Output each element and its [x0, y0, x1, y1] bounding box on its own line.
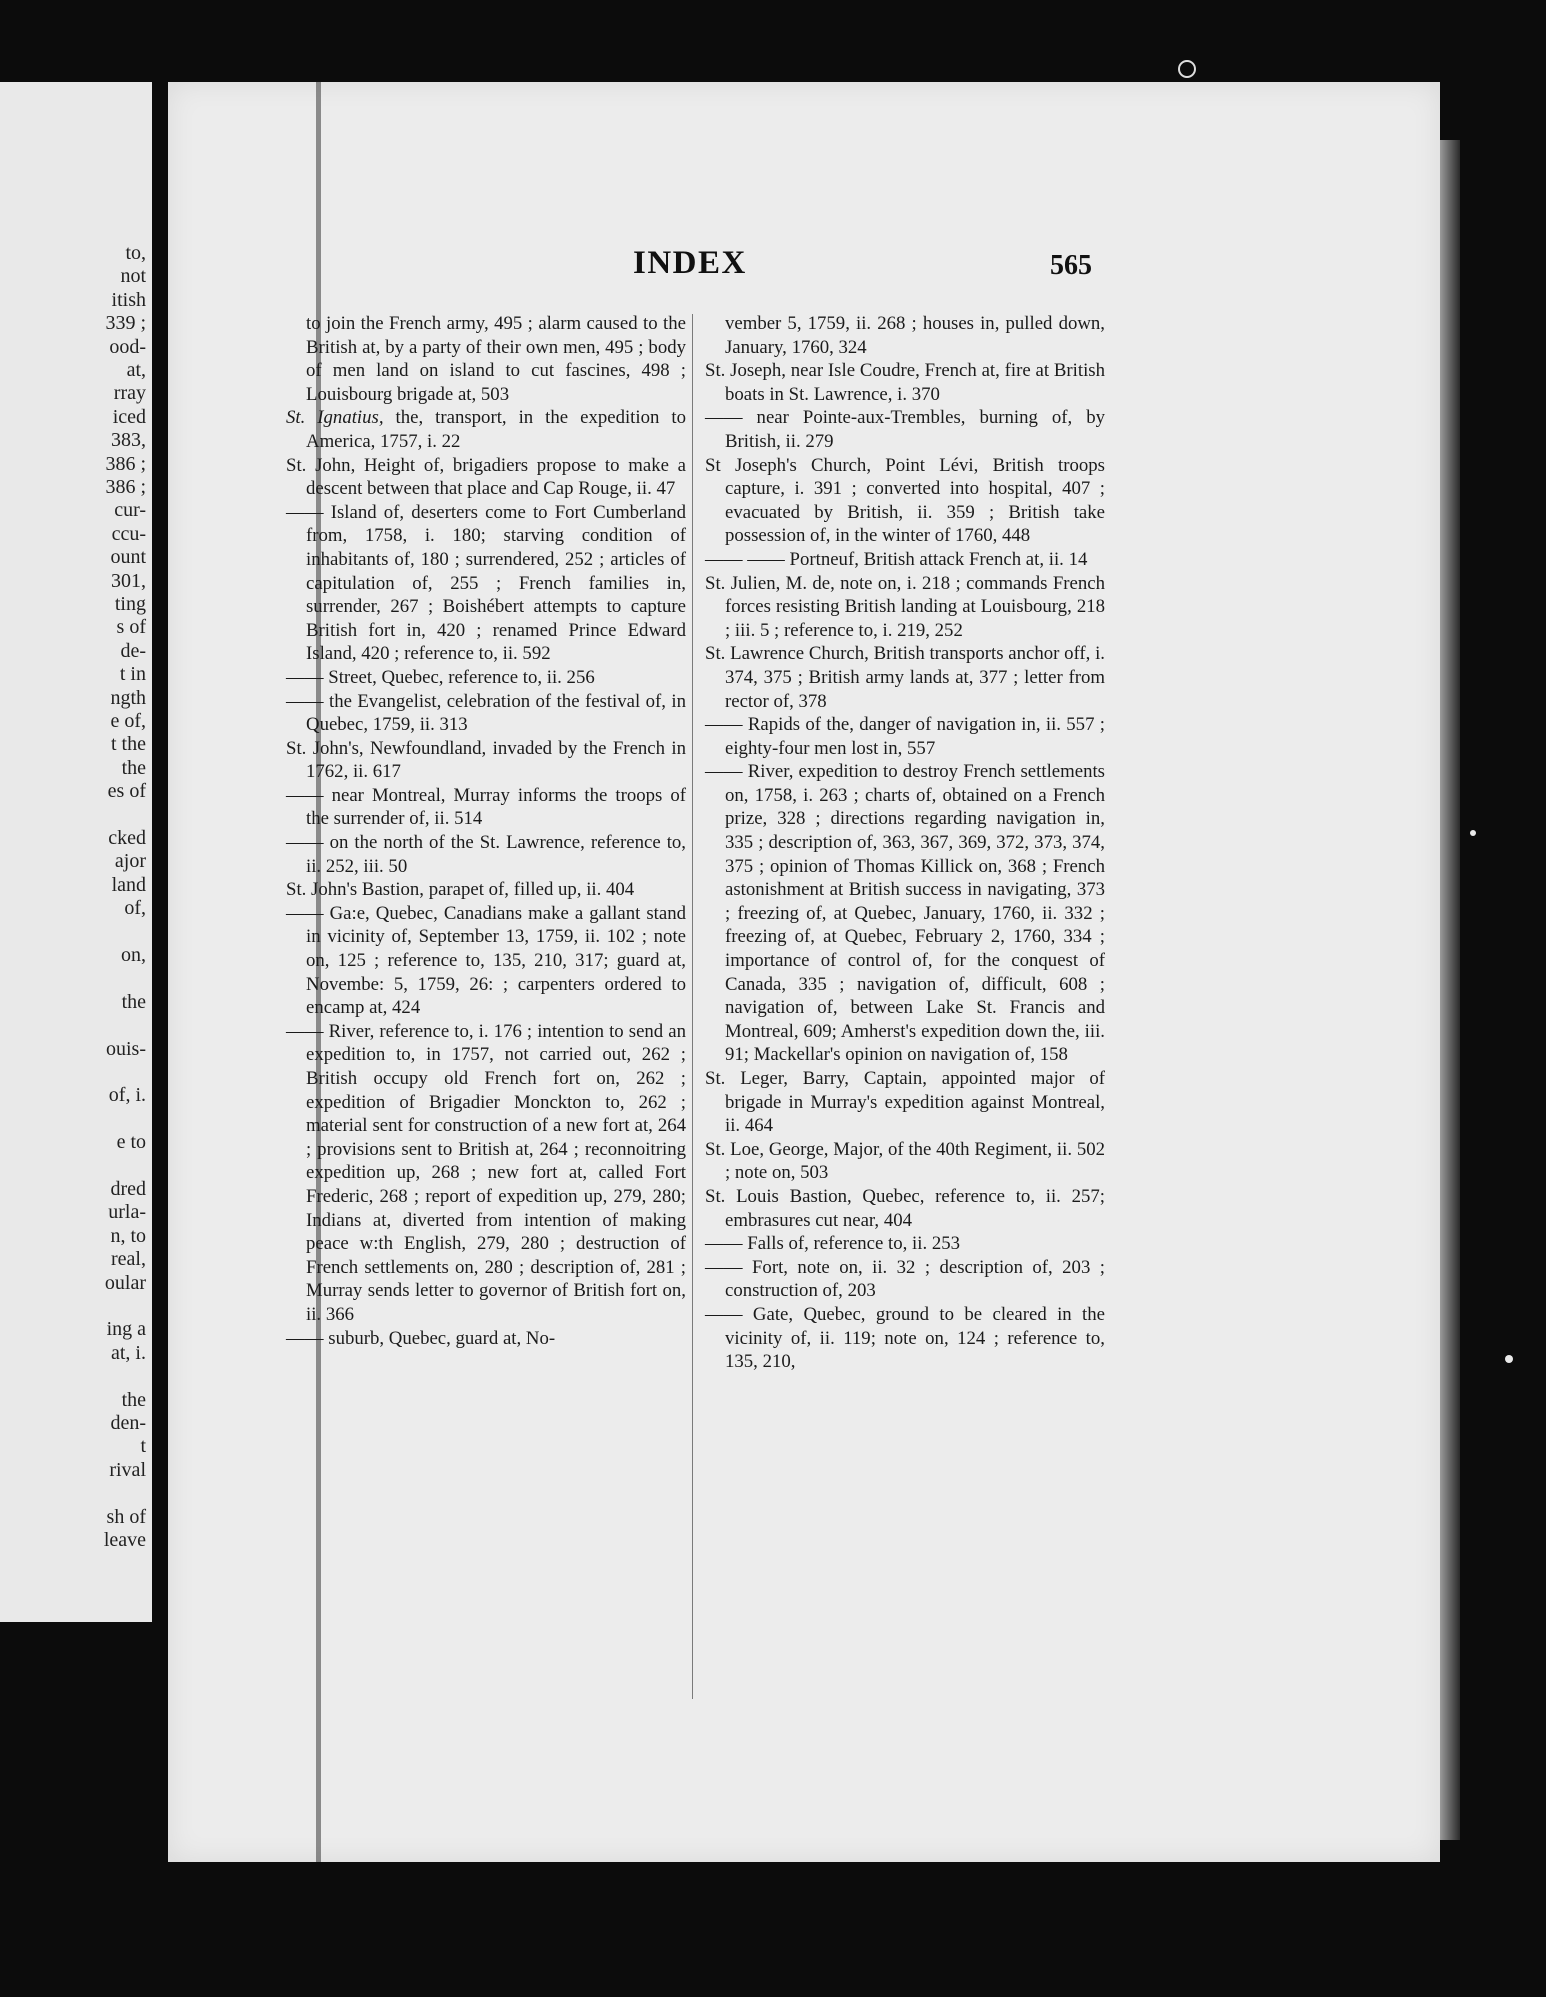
index-subentry [705, 1256, 1105, 1303]
entry-text: St. Leger, Barry, Captain, appointed major of brigade in Murray's expedition against Montreal, ii. 464 [705, 1068, 1105, 1137]
left-page-text-fragment: 383, [111, 429, 146, 452]
left-page-text-fragment: sh of [106, 1505, 146, 1528]
index-entry [705, 312, 1105, 359]
left-page-text-fragment: t in [119, 663, 146, 686]
index-entry [705, 642, 1105, 713]
index-subentry [705, 1232, 1105, 1256]
entry-text: —— near Montreal, Murray informs the troops of the surrender of, ii. 514 [286, 784, 686, 830]
left-page-text-fragment: t [140, 1435, 146, 1458]
index-entry [705, 1138, 1105, 1185]
entry-text: the, transport, in the expedition to America, 1757, i. 22 [306, 407, 686, 452]
entry-text: St. John's, Newfoundland, invaded by the French in 1762, ii. 617 [286, 737, 686, 783]
index-column-left [286, 312, 686, 1350]
entry-text: —— Rapids of the, danger of navigation in, ii. 557 ; eighty-four men lost in, 557 [705, 714, 1105, 759]
entry-text: St. Loe, George, Major, of the 40th Regiment, ii. 502 ; note on, 503 [705, 1138, 1105, 1184]
entry-text: St. Joseph, near Isle Coudre, French at, fire at British boats in St. Lawrence, i. 370 [705, 360, 1105, 405]
entry-text: —— near Pointe-aux-Trembles, burning of, by British, ii. 279 [705, 407, 1105, 452]
left-page-text-fragment: es of [107, 780, 146, 803]
left-page-text-fragment: real, [111, 1248, 146, 1271]
index-subentry [286, 666, 686, 690]
left-page-text-fragment: ing a [106, 1318, 146, 1341]
index-subentry [705, 1303, 1105, 1374]
left-page-text-fragment: ting [114, 593, 146, 615]
entry-text: —— Ga:e, Quebec, Canadians make a gallant stand in vicinity of, September 13, 1759, ii. 102 ; note on, 125 ; reference to, 135, 210, 317; guard at, Novembe: 5, 1759, 26: ; carpenters ordered to encamp at, 424 [286, 902, 686, 1019]
column-divider [692, 314, 693, 1699]
entry-text: —— Street, Quebec, reference to, ii. 256 [286, 666, 595, 688]
left-page-text-fragment: ccu- [111, 522, 146, 545]
entry-text: —— River, expedition to destroy French settlements on, 1758, i. 263 ; charts of, obtained on a French prize, 328 ; directions regarding navigation in, 335 ; description of, 363, 367, 369, 372, 373, 374, 375 ; opinion of Thomas Killick on, 368 ; French astonishment at British success in navigating, 373 ; freezing of, at Quebec, January, 1760, ii. 332 ; freezing of, at Quebec, February 2, 1760, 334 ; importance of control of, for the conquest of Canada, 335 ; navigation of, difficult, 608 ; navigation of, between Lake St. Francis and Montreal, 609; Amherst's expedition down the, iii. 91; Mackellar's opinion on navigation of, 158 [705, 761, 1105, 1066]
scan-speck [1470, 830, 1476, 836]
entry-text: —— the Evangelist, celebration of the festival of, in Quebec, 1759, ii. 313 [286, 690, 686, 736]
left-page-text-fragment: cur- [114, 499, 146, 522]
entry-text: —— on the north of the St. Lawrence, reference to, ii. 252, iii. 50 [286, 832, 686, 877]
left-page-text-fragment: of, [124, 897, 146, 920]
entry-text: St. Louis Bastion, Quebec, reference to, ii. 257; embrasures cut near, 404 [705, 1185, 1105, 1231]
left-page-fragment [0, 82, 152, 1622]
index-entry [705, 1067, 1105, 1138]
left-page-text-fragment: cked [108, 827, 146, 849]
page-number: 565 [1050, 250, 1092, 281]
left-page-text-fragment: urla- [108, 1201, 146, 1224]
left-page-text-fragment: 339 ; [105, 312, 146, 335]
left-page-text-fragment: the [121, 990, 146, 1013]
index-entry [705, 359, 1105, 406]
entry-text: St. John, Height of, brigadiers propose to make a descent between that place and Cap Rouge, ii. 47 [286, 454, 686, 500]
index-entry [286, 454, 686, 501]
left-page-text-fragment: not [120, 265, 146, 288]
left-page-text-fragment: s of [116, 616, 146, 639]
left-page-text-fragment: 386 ; [105, 452, 146, 475]
left-page-text-fragment: to, [125, 242, 146, 264]
left-page-text-fragment: 301, [111, 569, 146, 592]
entry-italic-head: St. Ignatius, [286, 407, 384, 429]
left-page-text-fragment: iced [112, 405, 146, 428]
entry-text: —— River, reference to, i. 176 ; intention to send an expedition to, in 1757, not carried out, 262 ; British occupy old French fort on, 262 ; expedition of Brigadier Monckton to, 262 ; material sent for construction of a new fort at, 264 ; provisions sent to British at, 264 ; reconnoitring expedition up, 268 ; new fort at, called Fort Frederic, 268 ; report of expedition up, 279, 280; Indians at, diverted from intention of making peace w:th English, 279, 280 ; destruction of French settlements on, 280 ; description of, 281 ; Murray sends letter to governor of British fort on, ii. 366 [286, 1020, 686, 1325]
index-subentry [705, 406, 1105, 453]
index-entry [705, 454, 1105, 548]
page-title: INDEX [633, 245, 747, 281]
left-page-text-fragment: de- [120, 639, 146, 662]
left-page-text-fragment: the [121, 756, 146, 779]
entry-text: —— Island of, deserters come to Fort Cumberland from, 1758, i. 180; starving condition of inhabitants of, 180 ; surrendered, 252 ; articles of capitulation of, 255 ; French families in, surrender, 267 ; Boishébert attempts to capture British fort in, 420 ; renamed Prince Edward Island, 420 ; reference to, ii. 592 [286, 501, 686, 665]
entry-text: —— Fort, note on, ii. 32 ; description of, 203 ; construction of, 203 [705, 1256, 1105, 1302]
entry-text: St. Lawrence Church, British transports anchor off, i. 374, 375 ; British army lands at, 377 ; letter from rector of, 378 [705, 643, 1105, 712]
left-page-text-fragment: at, i. [111, 1341, 146, 1364]
index-entry [286, 312, 686, 406]
index-subentry [705, 713, 1105, 760]
left-page-text-fragment: leave [103, 1529, 146, 1551]
index-subentry [286, 902, 686, 1020]
left-page-text-fragment: land [111, 873, 146, 896]
left-page-text-fragment: the [121, 1388, 146, 1411]
scan-speck [1505, 1355, 1513, 1363]
left-page-text-fragment: 386 ; [105, 476, 146, 498]
entry-text: to join the French army, 495 ; alarm caused to the British at, by a party of their own men, 495 ; body of men land on island to cut fascines, 498 ; Louisbourg brigade at, 503 [306, 313, 686, 405]
entry-text: —— —— Portneuf, British attack French at, ii. 14 [705, 548, 1088, 570]
left-page-text-fragment: at, [126, 359, 146, 381]
left-page-text-fragment: itish [111, 288, 146, 311]
index-subentry [286, 690, 686, 737]
left-page-text-fragment: rray [113, 382, 146, 405]
index-subentry [705, 760, 1105, 1067]
left-page-text-fragment: den- [110, 1412, 146, 1434]
left-page-text-fragment: oular [104, 1271, 146, 1294]
entry-text: —— Falls of, reference to, ii. 253 [705, 1233, 961, 1255]
index-subentry [286, 1327, 686, 1351]
left-page-text-fragment: t the [111, 733, 146, 756]
index-subentry [286, 831, 686, 878]
scan-speck [1178, 60, 1196, 78]
left-page-text-fragment: ajor [114, 850, 146, 873]
index-entry [705, 1185, 1105, 1232]
index-subentry [705, 548, 1105, 572]
entry-text: St Joseph's Church, Point Lévi, British troops capture, i. 391 ; converted into hospital, 407 ; evacuated by British, ii. 359 ; British take possession of, in the winter of 1760, 448 [705, 454, 1105, 547]
left-page-text-fragment: ount [110, 546, 146, 569]
index-subentry [286, 784, 686, 831]
entry-text: —— suburb, Quebec, guard at, No- [286, 1327, 556, 1349]
entry-text: St. John's Bastion, parapet of, filled up, ii. 404 [286, 879, 635, 901]
entry-text: St. Julien, M. de, note on, i. 218 ; commands French forces resisting British landing at Louisbourg, 218 ; iii. 5 ; reference to, i. 219, 252 [705, 572, 1105, 641]
left-page-text-fragment: dred [110, 1178, 146, 1200]
index-page [168, 82, 1440, 1862]
left-page-text-fragment: ood- [109, 335, 146, 358]
book-edge [1440, 140, 1460, 1840]
index-entry [286, 737, 686, 784]
index-entry [705, 572, 1105, 643]
index-entry [286, 878, 686, 902]
index-subentry [286, 501, 686, 666]
left-page-text-fragment: rival [109, 1458, 146, 1481]
left-page-text-fragment: e of, [110, 710, 146, 732]
left-page-text-fragment: ouis- [106, 1037, 146, 1060]
left-page-text-fragment: e to [116, 1131, 146, 1154]
index-subentry [286, 1020, 686, 1327]
left-page-text-fragment: n, to [110, 1224, 146, 1247]
left-page-text-fragment: of, i. [108, 1084, 146, 1107]
left-page-text-fragment: on, [121, 944, 146, 966]
left-page-text-fragment: ngth [110, 686, 146, 709]
index-column-right [705, 312, 1105, 1374]
entry-text: —— Gate, Quebec, ground to be cleared in the vicinity of, ii. 119; note on, 124 ; reference to, 135, 210, [705, 1303, 1105, 1373]
index-entry [286, 406, 686, 453]
entry-text: vember 5, 1759, ii. 268 ; houses in, pulled down, January, 1760, 324 [725, 313, 1105, 358]
